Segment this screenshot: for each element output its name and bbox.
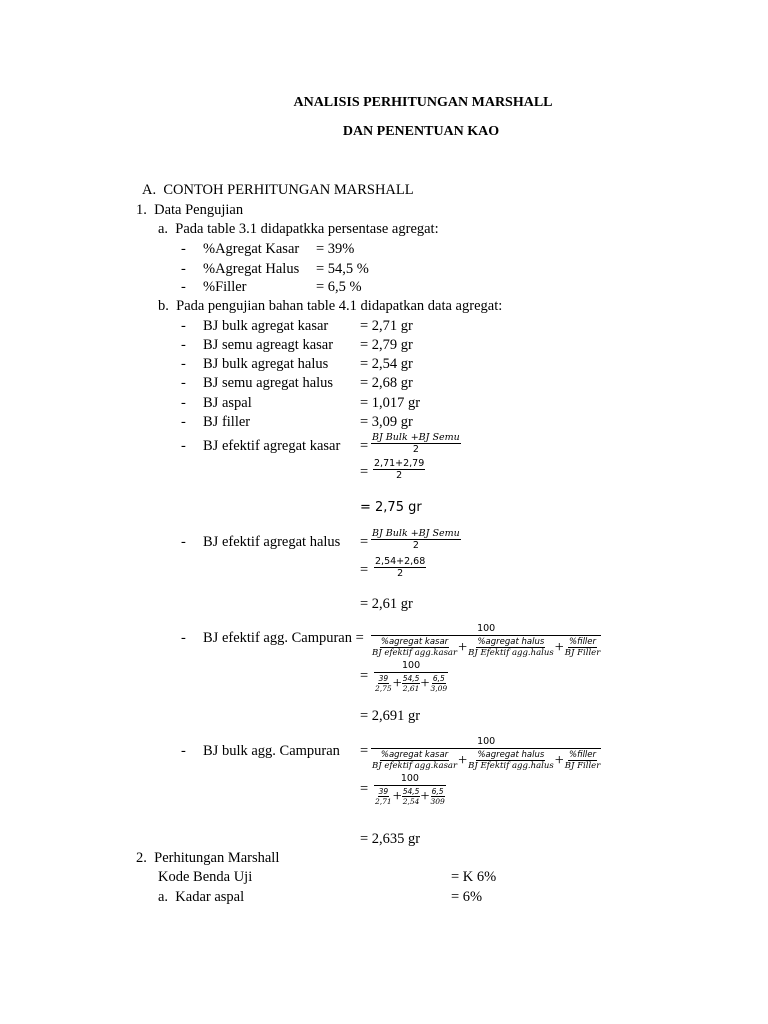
list-bullet: -: [181, 356, 186, 372]
term-denominator: 2,54: [402, 797, 420, 806]
equals-sign: =: [360, 534, 369, 550]
list-item-label: BJ bulk agregat halus: [203, 356, 329, 372]
plus-sign: +: [554, 751, 564, 769]
formula-fraction: [371, 432, 461, 455]
formula-result: = 2,635 gr: [360, 831, 421, 847]
fraction-denominator: 2: [412, 444, 419, 455]
equals-sign: =: [360, 562, 369, 578]
list-item-value: = 2,68 gr: [360, 375, 413, 391]
equals-sign: =: [360, 438, 369, 454]
list-bullet: -: [181, 534, 186, 550]
list-item-label: BJ semu agregat halus: [203, 375, 334, 391]
term-numerator: 39: [378, 787, 389, 796]
fraction-denominator: 2: [396, 470, 403, 481]
list-bullet: -: [181, 395, 186, 411]
fraction-numerator: 100: [402, 660, 421, 671]
document-subtitle: DAN PENENTUAN KAO: [342, 124, 500, 139]
kode-benda-uji-label: Kode Benda Uji: [158, 869, 253, 885]
plus-sign: +: [554, 638, 564, 656]
fraction-denominator: [371, 748, 601, 771]
term-denominator: BJ Filler: [564, 761, 601, 771]
list-bullet: -: [181, 337, 186, 353]
formula-label: BJ bulk agg. Campuran: [203, 743, 340, 759]
list-bullet: -: [181, 438, 186, 454]
term-numerator: %agregat kasar: [380, 637, 449, 647]
term-numerator: %filler: [569, 750, 597, 760]
equals-sign: =: [360, 781, 369, 797]
formula-label: BJ efektif agregat halus: [203, 534, 341, 550]
term-denominator: BJ efektif agg.kasar: [372, 761, 458, 771]
fraction-numerator: BJ Bulk +BJ Semu: [372, 528, 460, 539]
list-bullet: -: [181, 743, 186, 759]
item-1-heading: 1. Data Pengujian: [136, 202, 244, 218]
fraction-numerator: BJ Bulk +BJ Semu: [372, 432, 460, 443]
term-fraction: [564, 750, 602, 771]
term-fraction: [402, 787, 421, 806]
item-1a-text: a. Pada table 3.1 didapatkka persentase agregat:: [158, 221, 439, 237]
term-fraction: [374, 787, 393, 806]
term-denominator: 309: [430, 797, 445, 806]
item-1b-text: b. Pada pengujian bahan table 4.1 didapatkan data agregat:: [158, 298, 503, 314]
equals-sign: =: [360, 464, 369, 480]
list-bullet: -: [181, 375, 186, 391]
substitution-fraction: [374, 773, 446, 806]
plus-sign: +: [458, 638, 468, 656]
section-a-heading: A. CONTOH PERHITUNGAN MARSHALL: [142, 182, 414, 198]
list-item-label: BJ filler: [203, 414, 251, 430]
fraction-denominator: [374, 785, 446, 806]
list-bullet: -: [181, 414, 186, 430]
term-numerator: 54,5: [402, 787, 420, 796]
list-item-label: BJ aspal: [203, 395, 252, 411]
term-denominator: 3,09: [430, 684, 448, 693]
list-item-value: = 3,09 gr: [360, 414, 413, 430]
item-2-heading: 2. Perhitungan Marshall: [136, 850, 280, 866]
term-denominator: 2,75: [375, 684, 392, 693]
term-fraction: [429, 674, 448, 693]
term-denominator: 2,61: [402, 684, 420, 693]
term-denominator: BJ efektif agg.kasar: [372, 648, 458, 658]
list-item-value: = 39%: [316, 241, 355, 257]
term-fraction: [402, 674, 421, 693]
list-bullet: -: [181, 630, 186, 646]
formula-fraction: [371, 736, 601, 771]
list-item-label: %Filler: [203, 279, 247, 295]
formula-fraction: [371, 623, 601, 658]
formula-label: BJ efektif agg. Campuran =: [203, 630, 364, 646]
term-numerator: 54,5: [402, 674, 420, 683]
term-fraction: [371, 750, 458, 771]
term-numerator: 6,5: [432, 674, 445, 683]
term-fraction: [429, 787, 445, 806]
fraction-denominator: [371, 635, 601, 658]
formula-label: BJ efektif agregat kasar: [203, 438, 341, 454]
substitution-fraction: [374, 660, 448, 693]
substitution-fraction: [374, 556, 426, 579]
equals-sign: =: [360, 743, 369, 759]
list-bullet: -: [181, 318, 186, 334]
fraction-numerator: 2,54+2,68: [375, 556, 426, 567]
term-fraction: [374, 674, 393, 693]
substitution-fraction: [373, 458, 425, 481]
list-bullet: -: [181, 279, 186, 295]
term-numerator: %agregat kasar: [380, 750, 449, 760]
kode-benda-uji-value: = K 6%: [451, 869, 497, 885]
list-bullet: -: [181, 261, 186, 277]
term-fraction: [564, 637, 602, 658]
list-bullet: -: [181, 241, 186, 257]
formula-result: = 2,691 gr: [360, 708, 421, 724]
formula-fraction: [371, 528, 461, 551]
document-title: ANALISIS PERHITUNGAN MARSHALL: [293, 95, 553, 110]
term-fraction: [371, 637, 458, 658]
fraction-numerator: 100: [477, 623, 496, 634]
list-item-value: = 6,5 %: [316, 279, 362, 295]
list-item-value: = 2,54 gr: [360, 356, 413, 372]
term-fraction: [467, 637, 555, 658]
list-item-label: %Agregat Kasar: [203, 241, 300, 257]
fraction-denominator: 2: [397, 568, 404, 579]
fraction-denominator: [374, 672, 448, 693]
plus-sign: +: [458, 751, 468, 769]
term-denominator: BJ Filler: [564, 648, 601, 658]
term-numerator: 6,5: [431, 787, 444, 796]
list-item-value: = 2,71 gr: [360, 318, 413, 334]
term-numerator: %filler: [569, 637, 597, 647]
formula-result: = 2,75 gr: [360, 500, 422, 515]
kadar-aspal-label: a. Kadar aspal: [158, 889, 245, 905]
term-numerator: %agregat halus: [477, 637, 545, 647]
fraction-denominator: 2: [412, 540, 419, 551]
term-denominator: BJ Efektif agg.halus: [468, 761, 554, 771]
fraction-numerator: 2,71+2,79: [374, 458, 425, 469]
list-item-value: = 2,79 gr: [360, 337, 413, 353]
plus-sign: +: [420, 674, 430, 692]
plus-sign: +: [392, 674, 402, 692]
list-item-label: BJ bulk agregat kasar: [203, 318, 329, 334]
list-item-label: %Agregat Halus: [203, 261, 300, 277]
fraction-numerator: 100: [477, 736, 496, 747]
list-item-value: = 1,017 gr: [360, 395, 421, 411]
fraction-numerator: 100: [400, 773, 419, 784]
term-numerator: 39: [378, 674, 389, 683]
term-fraction: [467, 750, 555, 771]
kadar-aspal-value: = 6%: [451, 889, 483, 905]
term-denominator: 2,71: [375, 797, 392, 806]
plus-sign: +: [392, 787, 402, 805]
list-item-label: BJ semu agreagt kasar: [203, 337, 334, 353]
term-numerator: %agregat halus: [477, 750, 545, 760]
formula-result: = 2,61 gr: [360, 596, 413, 612]
equals-sign: =: [360, 668, 369, 684]
term-denominator: BJ Efektif agg.halus: [468, 648, 554, 658]
plus-sign: +: [420, 787, 430, 805]
list-item-value: = 54,5 %: [316, 261, 369, 277]
